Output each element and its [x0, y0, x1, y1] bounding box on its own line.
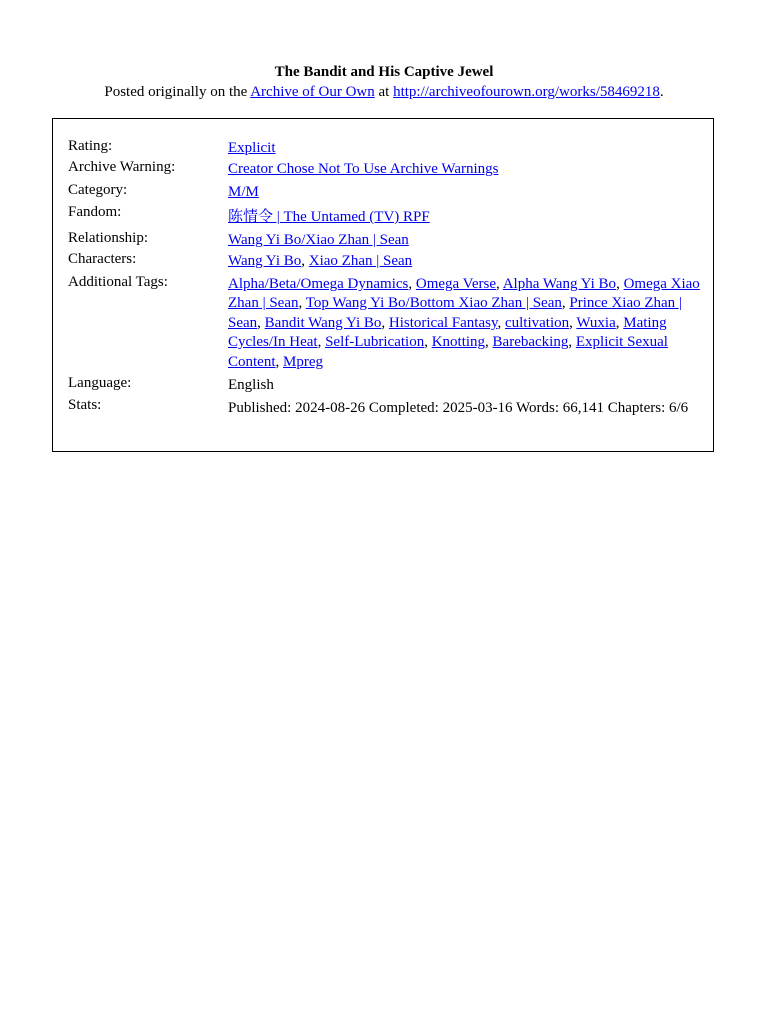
tag-link[interactable]: Alpha/Beta/Omega Dynamics	[228, 276, 409, 292]
fandom-link[interactable]: 陈情令 | The Untamed (TV) RPF	[228, 209, 430, 225]
tag-link[interactable]: Prince Xiao Zhan | Sean	[228, 295, 682, 331]
tag-link[interactable]: Knotting	[431, 334, 486, 351]
work-metadata-box	[52, 118, 714, 452]
fandom-value	[228, 208, 702, 227]
archive-link[interactable]: Archive of Our Own	[250, 84, 375, 100]
category-value	[228, 183, 702, 202]
characters-value: Wang Yi Bo, Xiao Zhan | Sean	[228, 253, 413, 269]
characters-label: Characters:	[68, 251, 137, 267]
posted-line	[0, 82, 768, 102]
tag-link[interactable]: Mpreg	[283, 353, 323, 370]
posted-mid: at	[374, 84, 394, 100]
posted-suffix: .	[659, 84, 664, 100]
category-label: Category:	[68, 182, 128, 198]
tag-link[interactable]: Omega Xiao Zhan | Sean	[228, 276, 700, 312]
tag-link[interactable]: Explicit Sexual Content	[228, 334, 668, 370]
work-url-link[interactable]: http://archiveofourown.org/works/58469218	[393, 84, 660, 100]
tag-link[interactable]: Alpha Wang Yi Bo	[502, 276, 617, 292]
rating-value	[228, 139, 702, 158]
rating-link[interactable]: Explicit	[228, 140, 276, 156]
tag-link[interactable]: Wuxia	[576, 314, 616, 331]
tag-link[interactable]: Mating Cycles/In Heat	[228, 314, 667, 351]
language-value: English	[228, 377, 274, 393]
work-title: The Bandit and His Captive Jewel	[274, 64, 494, 80]
relationship-value	[228, 231, 702, 250]
warning-link[interactable]: Creator Chose Not To Use Archive Warnings	[228, 161, 499, 177]
relationship-label: Relationship:	[68, 230, 148, 246]
fandom-label: Fandom:	[68, 204, 122, 220]
rating-label: Rating:	[68, 138, 113, 154]
tag-link[interactable]: Historical Fantasy	[388, 314, 498, 331]
tags-value: Alpha/Beta/Omega Dynamics, Omega Verse, Alpha Wang Yi Bo, Omega Xiao Zhan | Sean, Top Wang Yi Bo/Bottom Xiao Zhan | Sean, Prince Xiao Zhan | Sean, Bandit Wang Yi Bo, Historical Fantasy, cultivation, Wuxia, Mating Cycles/In Heat, Self-Lubrication, Knotting, Barebacking, Explicit Sexual Content, Mpreg	[228, 276, 700, 370]
warning-label: Archive Warning:	[68, 159, 176, 175]
tag-link[interactable]: Top Wang Yi Bo/Bottom Xiao Zhan | Sean	[305, 295, 562, 312]
work-header	[0, 62, 768, 102]
tag-link[interactable]: Self-Lubrication	[325, 334, 425, 351]
stats-label: Stats:	[68, 397, 102, 413]
tag-link[interactable]: Bandit Wang Yi Bo	[264, 314, 382, 331]
relationship-link[interactable]: Wang Yi Bo/Xiao Zhan | Sean	[228, 232, 409, 248]
tag-link[interactable]: cultivation	[504, 314, 570, 331]
language-label: Language:	[68, 375, 132, 391]
tags-label: Additional Tags:	[68, 274, 168, 290]
tag-link[interactable]: Xiao Zhan | Sean	[308, 253, 413, 269]
category-link[interactable]: M/M	[228, 184, 259, 200]
posted-prefix: Posted originally on the	[104, 84, 251, 100]
stats-value: Published: 2024-08-26 Completed: 2025-03-16 Words: 66,141 Chapters: 6/6	[228, 400, 689, 416]
warning-value	[228, 160, 702, 179]
tag-link[interactable]: Omega Verse	[415, 276, 496, 292]
tag-link[interactable]: Wang Yi Bo	[228, 253, 302, 269]
tag-link[interactable]: Barebacking	[492, 334, 569, 351]
